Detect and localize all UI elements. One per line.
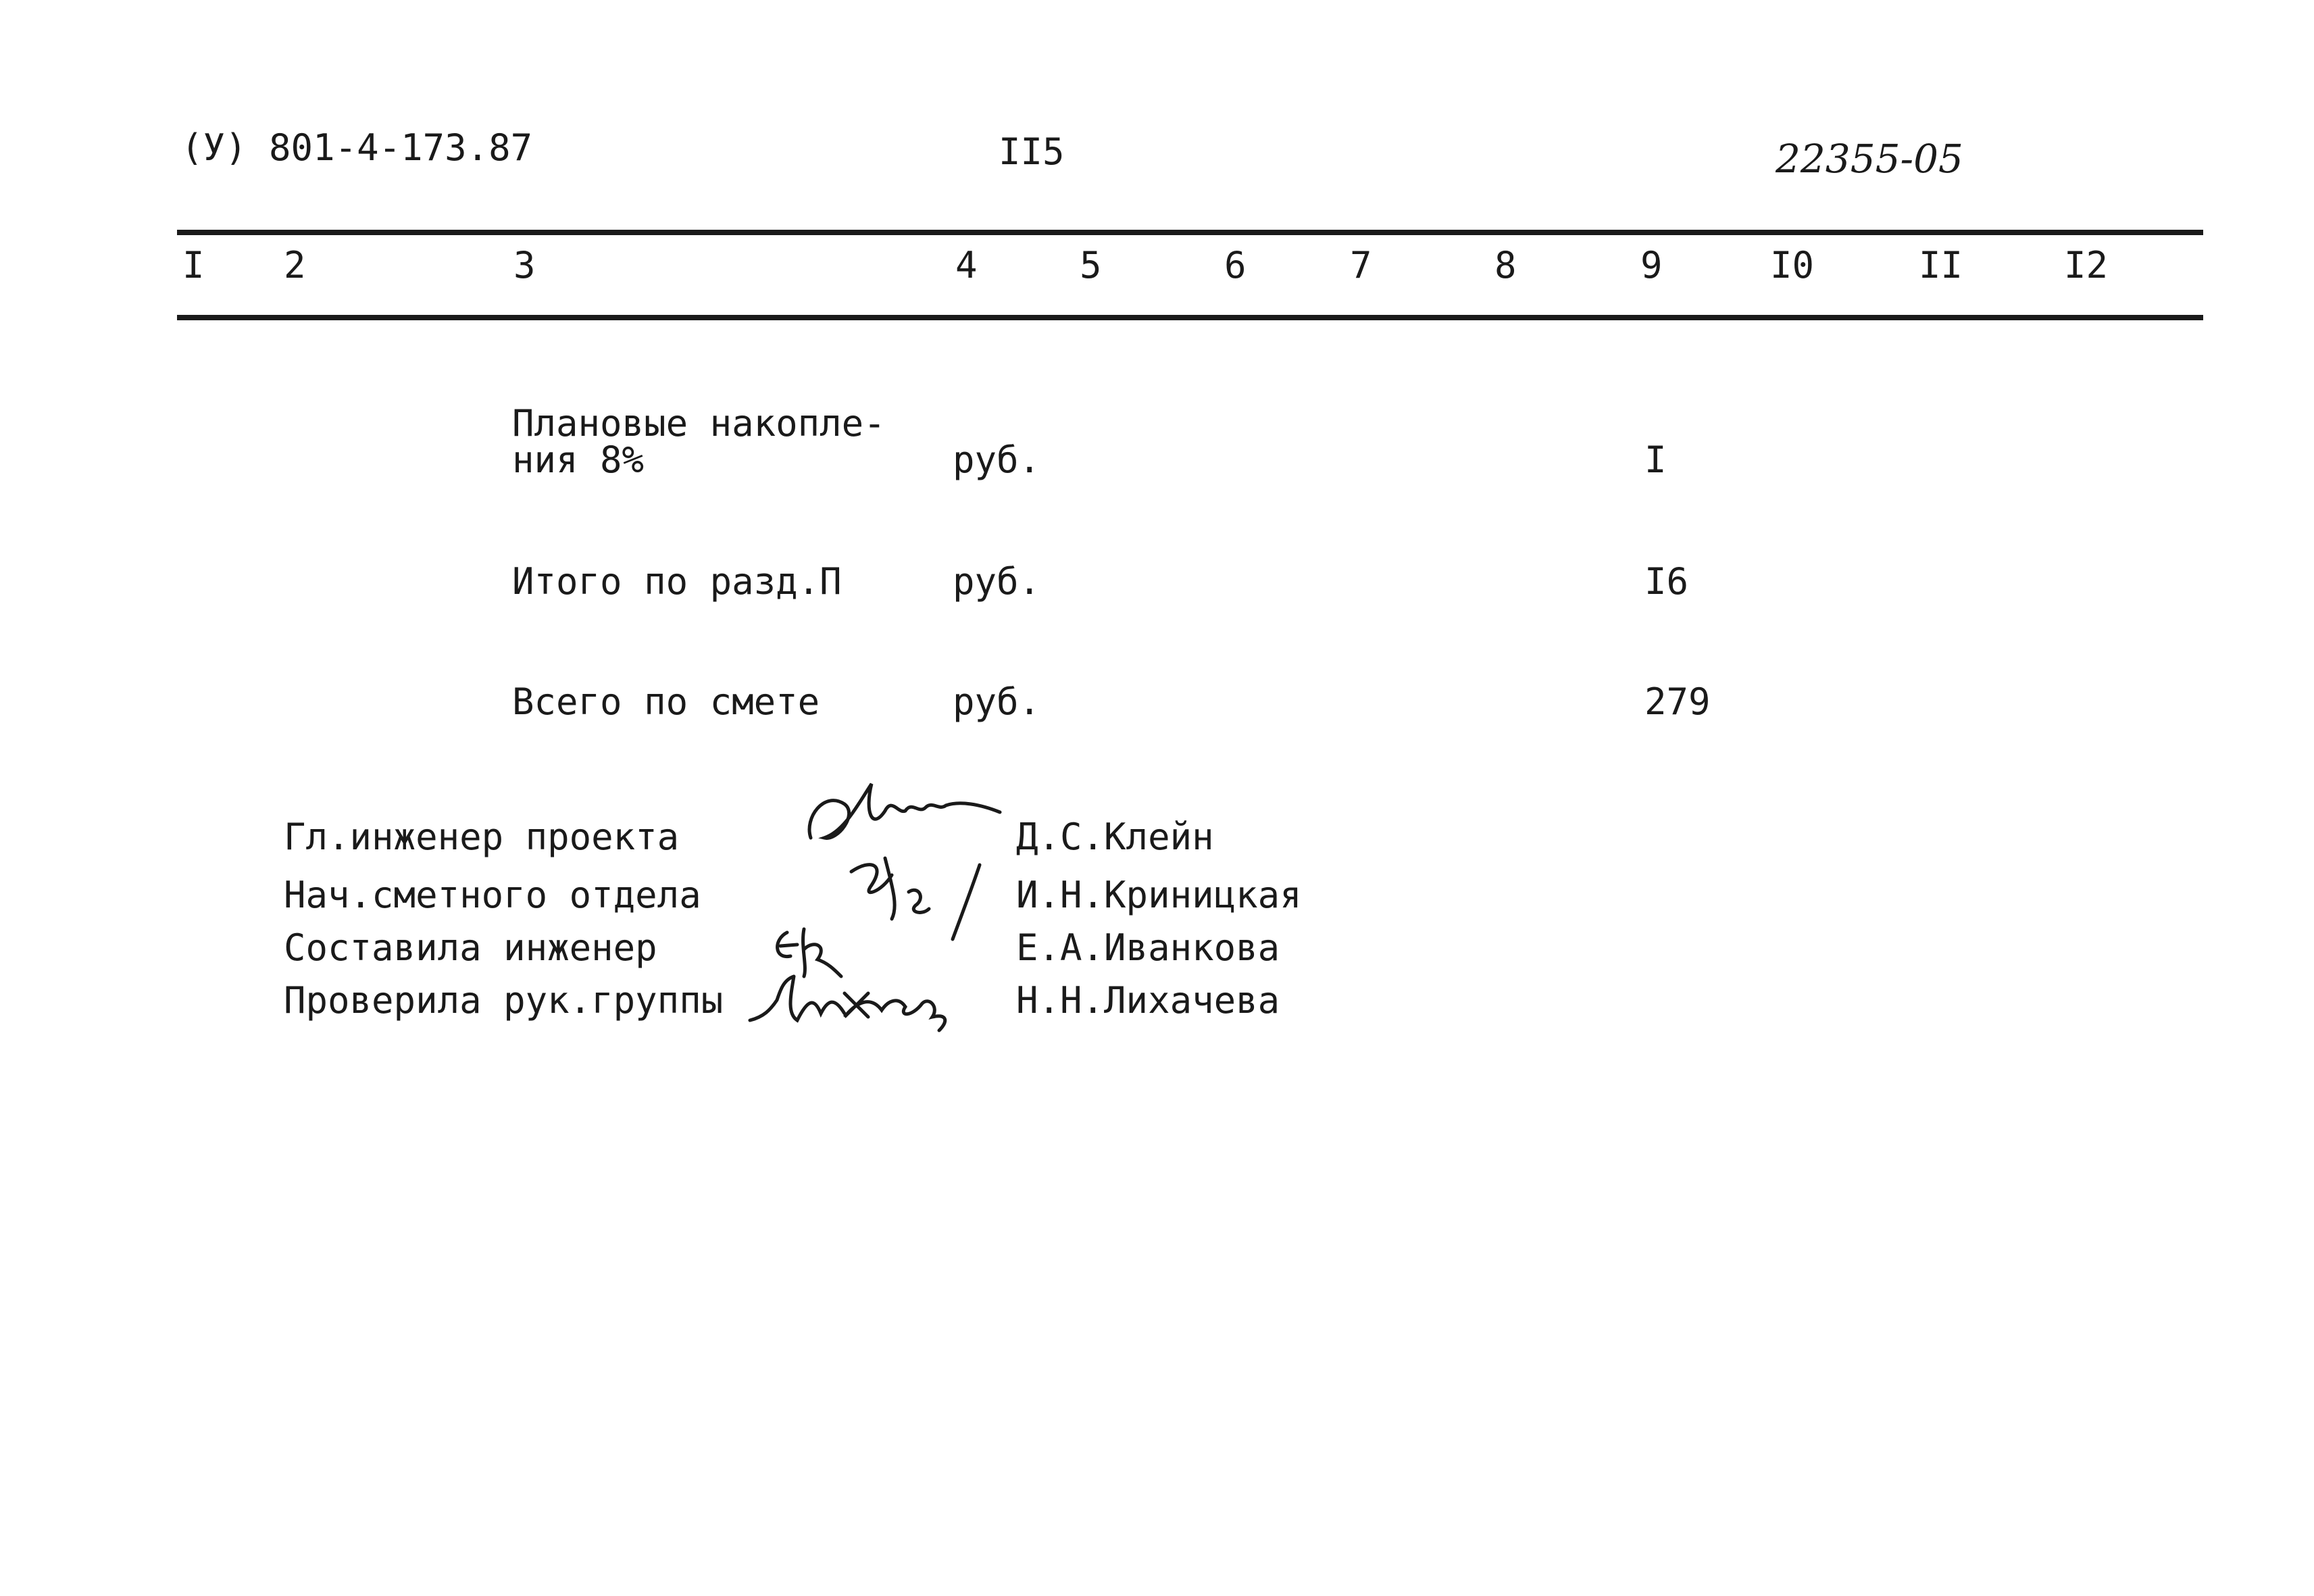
signature-person: Д.С.Клейн xyxy=(1016,816,1214,858)
signature-person: И.Н.Криницкая xyxy=(1016,874,1302,916)
signature-role: Составила инженер xyxy=(284,926,657,969)
handwritten-signature-estimate-head xyxy=(845,845,1000,955)
column-number: 9 xyxy=(1640,244,1663,286)
row-name: Всего по смете xyxy=(512,680,820,723)
row-value: 279 xyxy=(1644,680,1711,723)
column-number: II xyxy=(1919,244,1963,286)
column-number: I2 xyxy=(2064,244,2109,286)
row-unit: руб. xyxy=(953,560,1041,603)
handwritten-signature-group-head xyxy=(743,959,959,1043)
header-rule-top xyxy=(177,230,2203,235)
signature-person: Н.Н.Лихачева xyxy=(1016,979,1280,1022)
header-rule-bottom xyxy=(177,315,2203,320)
row-unit: руб. xyxy=(953,680,1041,723)
row-name: Итого по разд.П xyxy=(512,560,842,603)
document-code: (У) 801-4-173.87 xyxy=(181,126,533,169)
row-name-line2: ния 8% xyxy=(512,439,645,481)
column-number: I xyxy=(182,244,205,286)
column-number: 6 xyxy=(1224,244,1247,286)
column-number: 3 xyxy=(513,244,536,286)
signature-person: Е.А.Иванкова xyxy=(1016,926,1280,969)
signature-role: Проверила рук.группы xyxy=(284,979,724,1022)
column-number: 5 xyxy=(1080,244,1102,286)
row-unit: руб. xyxy=(953,439,1041,481)
column-number: 8 xyxy=(1494,244,1517,286)
column-number: I0 xyxy=(1770,244,1815,286)
signature-role: Нач.сметного отдела xyxy=(284,874,701,916)
row-value: I6 xyxy=(1644,560,1689,603)
row-value: I xyxy=(1644,439,1667,481)
inventory-number: 22355-05 xyxy=(1776,136,1963,182)
row-name-line1: Плановые накопле- xyxy=(512,402,886,445)
column-number: 4 xyxy=(955,244,978,286)
page-number: II5 xyxy=(999,130,1065,173)
column-number: 2 xyxy=(284,244,306,286)
signature-role: Гл.инженер проекта xyxy=(284,816,680,858)
column-number: 7 xyxy=(1350,244,1372,286)
